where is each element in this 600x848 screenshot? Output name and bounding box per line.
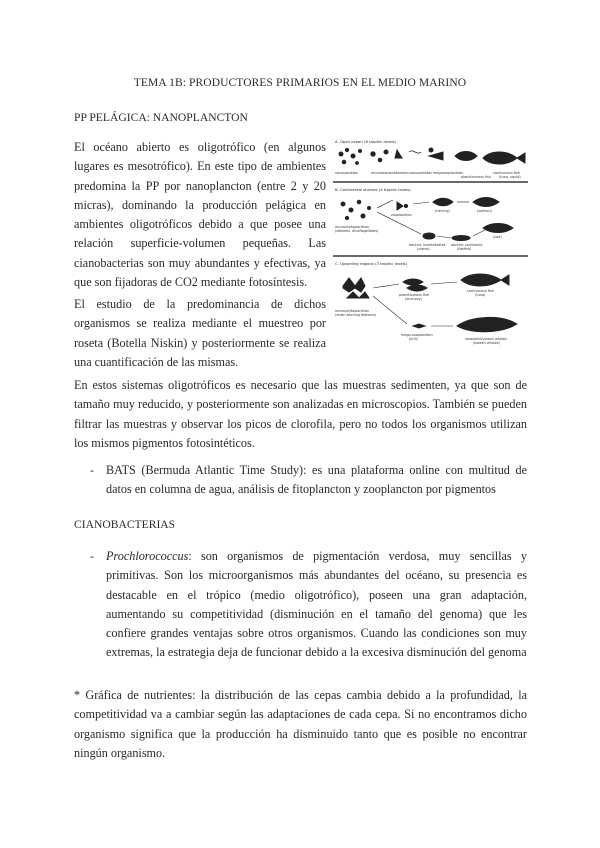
svg-text:carnivorous fish: carnivorous fish	[493, 171, 520, 175]
svg-text:(chain-forming diatoms): (chain-forming diatoms)	[335, 313, 376, 317]
bullet-dash: -	[90, 463, 94, 477]
svg-text:microphytoplankton: microphytoplankton	[335, 225, 370, 229]
figure-panel-b-title: B. Continental shelves (4 trophic levels)	[335, 187, 411, 192]
svg-text:(tuna, squid): (tuna, squid)	[499, 175, 521, 179]
paragraph-oligotroficos: En estos sistemas oligotróficos es necesario que las muestras sedimenten, ya que son de tamaño muy reducido, y posteriormente son analizadas en microscopios. También se pueden filtrar las muestras y observar los picos de clorofila, pero no todos los organismos utilizan los mismos pigmentos fotosintéticos.	[74, 378, 527, 450]
figure-panel-c-title: C. Upwelling regions (3 trophic levels)	[335, 261, 408, 266]
svg-text:microphytoplankton: microphytoplankton	[335, 309, 370, 313]
svg-text:microzooplankton: microzooplankton	[371, 171, 402, 175]
svg-text:(tuna): (tuna)	[475, 293, 486, 297]
svg-text:(clams): (clams)	[417, 247, 430, 251]
paragraph-roseta: El estudio de la predominancia de dichos organismos se realiza mediante el muestreo por roseta (Botella Niskin) y posteriormente se realiza una cuantificación de las mismas.	[74, 297, 326, 369]
svg-text:planktivorous fish: planktivorous fish	[399, 293, 430, 297]
svg-text:(herring): (herring)	[435, 209, 450, 213]
list-item-prochlorococcus	[106, 547, 527, 663]
svg-text:megazooplankton: megazooplankton	[433, 171, 464, 175]
figure-panel-a-title: A. Open ocean (6 trophic levels)	[335, 139, 397, 144]
svg-text:(anchovy): (anchovy)	[405, 297, 422, 301]
section-heading-nanoplancton: PP PELÁGICA: NANOPLANCTON	[74, 111, 248, 124]
svg-text:(cod): (cod)	[493, 235, 502, 239]
svg-text:planktivorous fish: planktivorous fish	[461, 175, 492, 179]
svg-text:(salmon): (salmon)	[477, 209, 492, 213]
panel-b-organisms	[341, 198, 513, 241]
svg-text:(krill): (krill)	[409, 337, 418, 341]
svg-text:nanoplankton: nanoplankton	[335, 171, 359, 175]
svg-text:(diatoms, dinoflagellates): (diatoms, dinoflagellates)	[335, 229, 379, 233]
species-name: Prochlorococcus	[106, 549, 189, 563]
paragraph-nutrient-note: * Gráfica de nutrientes: la distribución de las cepas cambia debido a la profundidad, la competitividad va a cambiar según las adaptaciones de cada cepa. Si no encontramos dicho organismo significa que la producción ha disminuido tanto que es posible no encontrar ningún organismo.	[74, 688, 527, 760]
list-item-bats: BATS (Bermuda Atlantic Time Study): es una plataforma online con multitud de datos en columna de agua, análisis de fitoplancton y zooplancton por pigmentos	[106, 463, 527, 497]
panel-b-arrows	[377, 200, 485, 238]
paragraph-intro: El océano abierto es oligotrófico (en algunos lugares es mesotrófico). En este tipo de ambientes predomina la PP por nanoplancton (entre 2 y 20 micras), dominando la producción pelágica en ambientes oligotróficos debido a que posee una relación superficie-volumen pequeñas. Las cianobacterias son muy abundantes y efectivas, ya que son fijadoras de CO2 mediante fotosíntesis.	[74, 140, 326, 290]
svg-text:carnivorous fish: carnivorous fish	[467, 289, 494, 293]
svg-text:(flatfish): (flatfish)	[457, 247, 472, 251]
svg-text:benthic invertebrates: benthic invertebrates	[409, 243, 446, 247]
panel-c-organisms	[343, 274, 517, 332]
svg-text:zooplanktivorous whales: zooplanktivorous whales	[465, 337, 507, 341]
food-chain-figure	[333, 136, 528, 368]
svg-text:(baleen whales): (baleen whales)	[473, 341, 501, 345]
svg-text:macrozooplankton: macrozooplankton	[401, 171, 433, 175]
svg-text:zooplankton: zooplankton	[391, 213, 412, 217]
section-heading-cianobacterias: CIANOBACTERIAS	[74, 518, 176, 531]
page-title: TEMA 1B: PRODUCTORES PRIMARIOS EN EL MEDIO MARINO	[133, 77, 467, 89]
svg-text:benthic carnivores: benthic carnivores	[451, 243, 483, 247]
panel-a-organisms	[339, 148, 525, 164]
svg-text:mega-zooplankton: mega-zooplankton	[401, 333, 433, 337]
bullet-dash: -	[90, 549, 94, 563]
species-description: : son organismos de pigmentación verdosa, muy sencillas y primitivas. Son los microorganismos más abundantes del océano, su presencia es destacable en el trópico (medio oligotrófico), poseen una gran adaptación, aumentando su competitividad (disminución en el tamaño del genoma) que les confiere grandes ventajas sobre otros organismos. Cuando las condiciones son muy extremas, la estrategia deja de funcionar debido a la excesiva disminución del genoma	[106, 549, 527, 660]
